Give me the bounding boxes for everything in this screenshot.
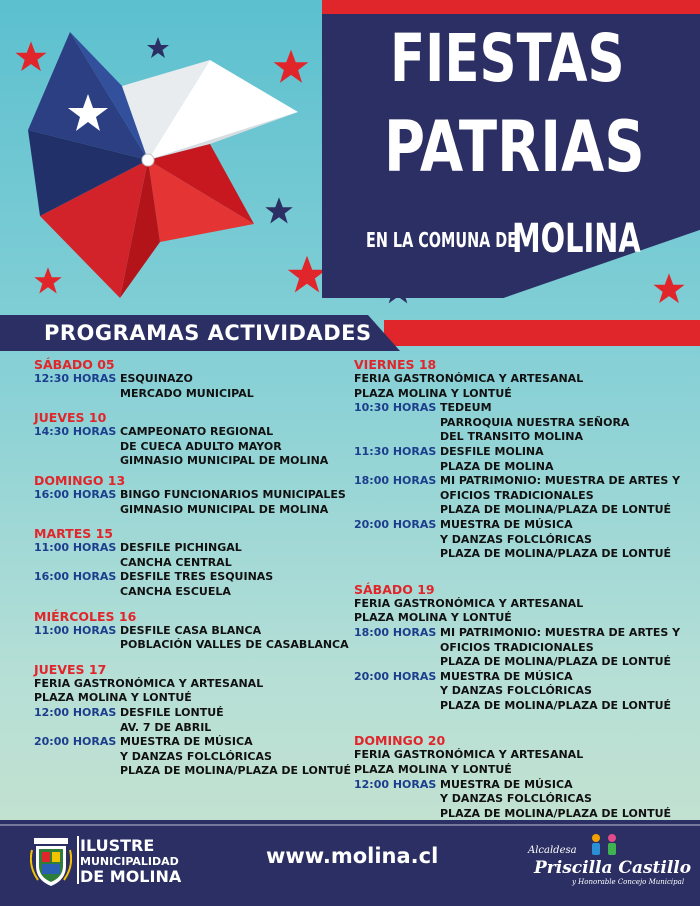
day-heading: SÁBADO 05 [34, 357, 115, 372]
schedule-row [354, 670, 694, 685]
footer-red-line [0, 824, 700, 828]
activity-label: CAMPEONATO REGIONAL [120, 425, 274, 439]
schedule-row [34, 750, 354, 765]
schedule-row [34, 585, 354, 600]
title-patrias: PATRIAS [384, 106, 645, 188]
activity-label: PLAZA DE MOLINA/PLAZA DE LONTUÉ [120, 764, 352, 778]
activity-label: DESFILE PICHINGAL [120, 541, 242, 555]
activity-label: GIMNASIO MUNICIPAL DE MOLINA [120, 502, 329, 516]
schedule-row [34, 488, 354, 503]
municipality-line-1: ILUSTRE [80, 836, 155, 855]
activity-label: Y DANZAS FOLCLÓRICAS [120, 749, 272, 763]
schedule-row [354, 430, 694, 445]
activity-label: AV. 7 DE ABRIL [120, 720, 212, 734]
time-label: 14:30 HORAS [34, 425, 117, 439]
event-line: FERIA GASTRONÓMICA Y ARTESANAL [354, 372, 584, 385]
schedule-row [34, 541, 354, 556]
schedule-row [34, 624, 354, 639]
activity-label: MUESTRA DE MÚSICA [440, 669, 573, 683]
activity-label: POBLACIÓN VALLES DE CASABLANCA [120, 638, 349, 652]
event-line: FERIA GASTRONÓMICA Y ARTESANAL [354, 596, 584, 610]
website-link[interactable]: www.molina.cl [266, 844, 439, 868]
subtitle-prefix: EN LA COMUNA DE [366, 228, 518, 252]
activity-label: DESFILE TRES ESQUINAS [120, 570, 274, 584]
footer-divider [77, 836, 79, 884]
time-label: 10:30 HORAS [354, 401, 437, 415]
activity-label: DESFILE LONTUÉ [120, 705, 224, 719]
activity-label: MUESTRA DE MÚSICA [440, 777, 573, 791]
schedule-row [354, 655, 694, 670]
activity-label: Y DANZAS FOLCLÓRICAS [440, 532, 592, 546]
red-star-icon [652, 272, 686, 306]
activity-label: ESQUINAZO [120, 372, 193, 385]
time-label: 12:00 HORAS [354, 777, 437, 791]
schedule-row [34, 454, 354, 469]
schedule-row [354, 518, 694, 533]
schedule-row [34, 706, 354, 721]
time-label: 20:00 HORAS [354, 517, 437, 531]
schedule-row [354, 474, 694, 489]
time-label: 11:30 HORAS [354, 444, 437, 458]
schedule-left-column [34, 357, 354, 779]
event-line: FERIA GASTRONÓMICA Y ARTESANAL [354, 748, 584, 762]
time-label: 16:00 HORAS [34, 487, 117, 501]
day-heading: DOMINGO 13 [34, 472, 126, 488]
activity-label: PLAZA DE MOLINA [440, 459, 554, 473]
day-heading: DOMINGO 20 [354, 733, 446, 749]
activity-label: CANCHA ESCUELA [120, 584, 231, 598]
schedule-row [34, 735, 354, 750]
section-red-bar [384, 320, 700, 346]
schedule-row [34, 638, 354, 653]
schedule-row [34, 425, 354, 440]
alcaldesa-name: Priscilla Castillo [534, 858, 692, 878]
kids-logo-icon [584, 832, 624, 858]
schedule-row [354, 401, 694, 416]
day-heading: MARTES 15 [34, 526, 113, 542]
activity-label: GIMNASIO MUNICIPAL DE MOLINA [120, 454, 329, 468]
schedule-row [354, 778, 694, 793]
activity-label: OFICIOS TRADICIONALES [440, 488, 594, 502]
schedule-row [34, 372, 354, 387]
time-label: 20:00 HORAS [354, 669, 437, 683]
schedule-row [354, 684, 694, 699]
activity-label: OFICIOS TRADICIONALES [440, 640, 594, 654]
time-label: 18:00 HORAS [354, 474, 437, 488]
schedule-row [34, 556, 354, 571]
activity-label: PLAZA DE MOLINA/PLAZA DE LONTUÉ [440, 698, 672, 712]
activity-label: DESFILE MOLINA [440, 444, 544, 458]
time-label: 12:00 HORAS [34, 705, 117, 719]
activity-label: MI PATRIMONIO: MUESTRA DE ARTES Y [440, 474, 681, 488]
schedule-row [354, 445, 694, 460]
schedule-row [354, 626, 694, 641]
activity-label: PLAZA DE MOLINA/PLAZA DE LONTUÉ [440, 503, 672, 517]
activity-label: PLAZA DE MOLINA/PLAZA DE LONTUÉ [440, 806, 672, 820]
title-fiestas: FIESTAS [390, 20, 625, 97]
schedule-row [354, 416, 694, 431]
municipality-line-3: DE MOLINA [80, 867, 182, 886]
event-line: PLAZA MOLINA Y LONTUÉ [354, 386, 512, 400]
activity-label: MI PATRIMONIO: MUESTRA DE ARTES Y [440, 625, 681, 639]
time-label: 11:00 HORAS [34, 623, 117, 637]
activity-label: DE CUECA ADULTO MAYOR [120, 439, 282, 453]
schedule-right-column [354, 357, 694, 821]
schedule-row [354, 503, 694, 518]
pinwheel-flag-icon [10, 20, 320, 310]
activity-label: Y DANZAS FOLCLÓRICAS [440, 684, 592, 698]
schedule-row [34, 503, 354, 518]
activity-label: PLAZA DE MOLINA/PLAZA DE LONTUÉ [440, 547, 672, 561]
day-heading: JUEVES 17 [34, 661, 107, 677]
day-heading: VIERNES 18 [354, 357, 437, 372]
time-label: 11:00 HORAS [34, 541, 117, 555]
schedule-row [354, 533, 694, 548]
day-heading: MIÉRCOLES 16 [34, 608, 137, 624]
alcaldesa-label: Alcaldesa [528, 845, 577, 856]
activity-label: DESFILE CASA BLANCA [120, 623, 262, 637]
time-label: 12:30 HORAS [34, 372, 117, 385]
schedule-row [34, 764, 354, 779]
time-label: 20:00 HORAS [34, 735, 117, 749]
subtitle-place: MOLINA [512, 216, 641, 262]
activity-label: PARROQUIA NUESTRA SEÑORA [440, 415, 630, 429]
schedule-row [354, 641, 694, 656]
activity-label: DEL TRANSITO MOLINA [440, 430, 583, 444]
event-line: FERIA GASTRONÓMICA Y ARTESANAL [34, 676, 264, 690]
time-label: 18:00 HORAS [354, 625, 437, 639]
activity-label: CANCHA CENTRAL [120, 555, 232, 569]
concejo-label: y Honorable Concejo Municipal [572, 878, 685, 886]
time-label: 16:00 HORAS [34, 570, 117, 584]
schedule-row [354, 489, 694, 504]
section-title: PROGRAMAS ACTIVIDADES [44, 321, 372, 345]
schedule-row [354, 460, 694, 475]
header-red-bar [322, 0, 700, 14]
activity-label: MUESTRA DE MÚSICA [440, 517, 573, 531]
activity-label: PLAZA DE MOLINA/PLAZA DE LONTUÉ [440, 655, 672, 669]
day-heading: SÁBADO 19 [354, 581, 435, 597]
activity-label: Y DANZAS FOLCLÓRICAS [440, 792, 592, 806]
schedule-row [34, 440, 354, 455]
schedule-row [354, 792, 694, 807]
event-line: PLAZA MOLINA Y LONTUÉ [354, 611, 512, 625]
schedule-row [354, 547, 694, 562]
schedule-row [34, 570, 354, 585]
activity-label: MUESTRA DE MÚSICA [120, 735, 253, 749]
event-line: PLAZA MOLINA Y LONTUÉ [354, 763, 512, 777]
schedule-row [34, 387, 354, 402]
day-heading: JUEVES 10 [34, 410, 107, 426]
activity-label: TEDEUM [440, 401, 492, 415]
schedule-row [354, 699, 694, 714]
municipal-crest-icon [30, 836, 72, 888]
schedule-row [34, 721, 354, 736]
municipality-line-2: MUNICIPALIDAD [80, 855, 179, 868]
event-line: PLAZA MOLINA Y LONTUÉ [34, 691, 192, 705]
activity-label: MERCADO MUNICIPAL [120, 386, 254, 400]
activity-label: BINGO FUNCIONARIOS MUNICIPALES [120, 487, 346, 501]
